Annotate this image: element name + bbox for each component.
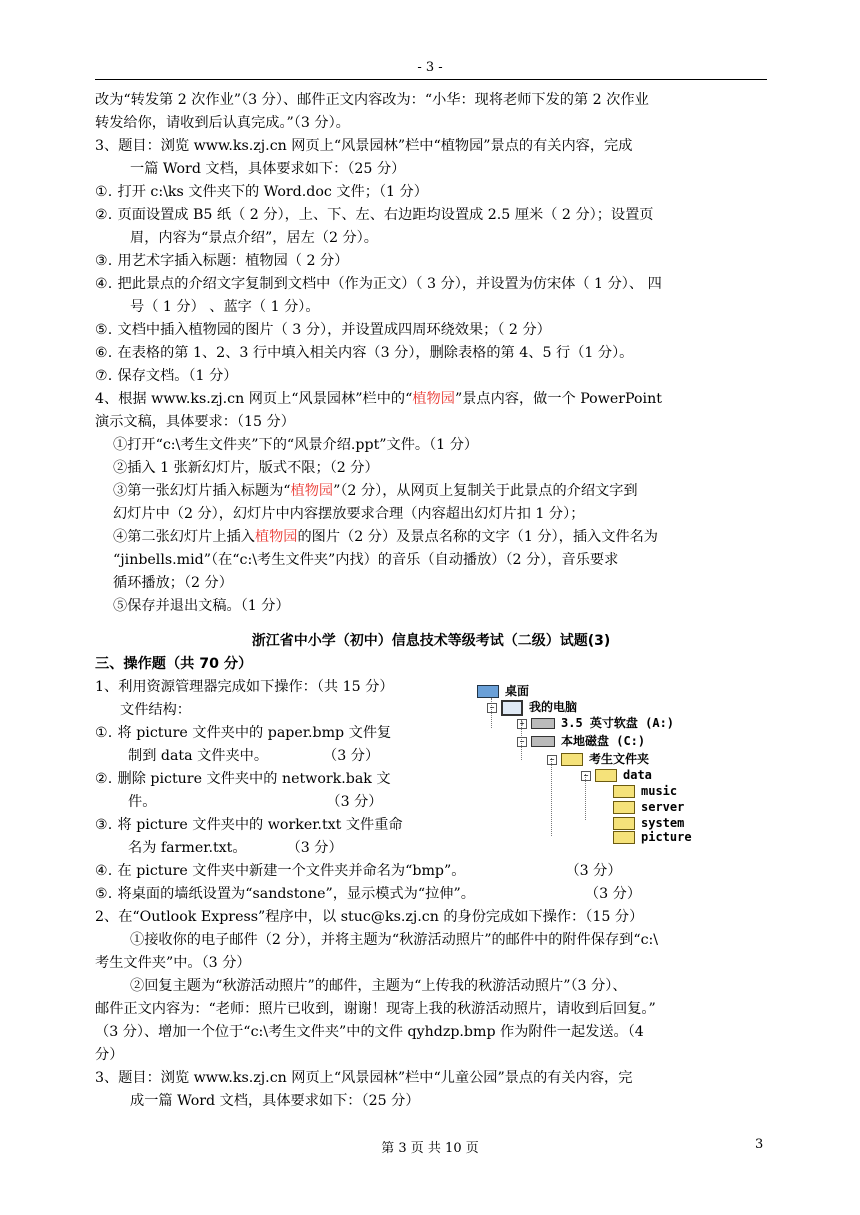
list-item: ⑦. 保存文档。（1 分） — [95, 368, 238, 384]
folder-icon — [561, 753, 583, 766]
ppt-item: ⑤保存并退出文稿。（1 分） — [113, 598, 290, 614]
q1-structure-label: 文件结构： — [120, 702, 191, 718]
q1-item: ②. 删除 picture 文件夹中的 network.bak 文 — [95, 771, 391, 787]
q1-item: ⑤. 将桌面的墙纸设置为“sandstone”，显示模式为“拉伸”。 （3 分） — [95, 886, 642, 902]
q1-item-cont: 件。 （3 分） — [128, 794, 383, 810]
list-item: ①. 打开 c:\ks 文件夹下的 Word.doc 文件；（1 分） — [95, 184, 428, 200]
collapse-box-icon: − — [517, 737, 527, 747]
q3-line: 成一篇 Word 文档，具体要求如下：（25 分） — [130, 1093, 420, 1109]
tree-music: music — [613, 784, 677, 798]
q2-line: 邮件正文内容为：“老师：照片已收到，谢谢！现寄上我的秋游活动照片，请收到后回复。” — [95, 1001, 656, 1017]
tree-data: − data — [581, 768, 652, 782]
folder-icon — [613, 817, 635, 830]
folder-icon — [595, 769, 617, 782]
text-line: 转发给你，请收到后认真完成。”（3 分）。 — [95, 115, 350, 131]
document-body — [95, 89, 767, 1113]
q1-intro: 1、利用资源管理器完成如下操作：（共 15 分） — [95, 679, 394, 695]
tree-system: system — [613, 816, 684, 830]
tree-floppy: + 3.5 英寸软盘 (A:) — [517, 714, 674, 731]
ppt-intro-2: 演示文稿，具体要求：（15 分） — [95, 414, 295, 430]
list-item: ④. 把此景点的介绍文字复制到文档中（作为正文）（ 3 分），并设置为仿宋体（ 1 分）、 四 — [95, 276, 662, 292]
ppt-item-cont: “jinbells.mid”（在“c:\考生文件夹”内找）的音乐（自动播放）（2 分），音乐要求 — [113, 552, 619, 568]
q2-line: 分） — [95, 1047, 124, 1063]
hard-disk-icon — [531, 736, 555, 747]
folder-icon — [613, 785, 635, 798]
ppt-intro: 4、根据 www.ks.zj.cn 网页上“风景园林”栏中的“植物园”景点内容，做一个 PowerPoint — [95, 391, 662, 407]
folder-icon — [613, 831, 635, 844]
list-item: ⑤. 文档中插入植物园的图片（ 3 分），并设置成四周环绕效果；（ 2 分） — [95, 322, 551, 338]
tree-mycomputer: − 我的电脑 — [487, 698, 577, 716]
q1-item: ④. 在 picture 文件夹中新建一个文件夹并命名为“bmp”。 （3 分） — [95, 863, 622, 879]
q1-item-cont: 制到 data 文件夹中。 （3 分） — [128, 748, 380, 764]
tree-picture: picture — [613, 830, 692, 844]
text-line: 一篇 Word 文档，具体要求如下：（25 分） — [130, 161, 406, 177]
folder-icon — [613, 801, 635, 814]
exam-title: 浙江省中小学（初中）信息技术等级考试（二级）试题(3) — [251, 633, 611, 649]
q2-line: ②回复主题为“秋游活动照片”的邮件，主题为“上传我的秋游活动照片”（3 分）、 — [130, 978, 627, 994]
list-item: ②. 页面设置成 B5 纸（ 2 分），上、下、左、右边距均设置成 2.5 厘米（ 2 分）；设置页 — [95, 207, 654, 223]
floppy-drive-icon — [531, 718, 555, 729]
text-line: 3、题目：浏览 www.ks.zj.cn 网页上“风景园林”栏中“植物园”景点的有关内容，完成 — [95, 138, 633, 154]
page-number: 3 — [755, 1137, 764, 1152]
list-item: ⑥. 在表格的第 1、2、3 行中填入相关内容（3 分），删除表格的第 4、5 行（1 分）。 — [95, 345, 634, 361]
q2-line: 考生文件夹”中。（3 分） — [95, 955, 251, 971]
ppt-item-cont: 循环播放；（2 分） — [113, 575, 233, 591]
page-footer: 第 3 页 共 10 页 — [381, 1141, 479, 1156]
list-item-cont: 号（ 1 分） 、蓝字（ 1 分）。 — [130, 299, 320, 315]
q2-line: ①接收你的电子邮件（2 分），并将主题为“秋游活动照片”的邮件中的附件保存到“c:\ — [130, 932, 659, 948]
tree-server: server — [613, 800, 684, 814]
tree-desktop: 桌面 — [477, 682, 529, 699]
list-item-cont: 眉，内容为“景点介绍”，居左（2 分）。 — [130, 230, 378, 246]
folder-tree-image — [475, 682, 765, 842]
ppt-item: ④第二张幻灯片上插入植物园的图片（2 分）及景点名称的文字（1 分），插入文件名为 — [113, 529, 658, 545]
collapse-box-icon: − — [581, 771, 591, 781]
list-item: ③. 用艺术字插入标题：植物园（ 2 分） — [95, 253, 349, 269]
ppt-item-cont: 幻灯片中（2 分），幻灯片中内容摆放要求合理（内容超出幻灯片扣 1 分）； — [113, 506, 585, 522]
collapse-box-icon: − — [547, 755, 557, 765]
q3-line: 3、题目：浏览 www.ks.zj.cn 网页上“风景园林”栏中“儿童公园”景点的有关内容，完 — [95, 1070, 633, 1086]
q2-intro: 2、在“Outlook Express”程序中，以 stuc@ks.zj.cn 的身份完成如下操作：（15 分） — [95, 909, 644, 925]
tree-examfolder: − 考生文件夹 — [547, 750, 649, 767]
q1-item: ①. 将 picture 文件夹中的 paper.bmp 文件复 — [95, 725, 392, 741]
q1-item-cont: 名为 farmer.txt。 （3 分） — [128, 840, 343, 856]
q2-line: （3 分）、增加一个位于“c:\考生文件夹”中的文件 qyhdzp.bmp 作为附件一起发送。（4 — [95, 1024, 644, 1040]
header-rule — [95, 79, 767, 80]
tree-localdisk: − 本地磁盘 (C:) — [517, 732, 645, 749]
ppt-item: ③第一张幻灯片插入标题为“植物园”（2 分），从网页上复制关于此景点的介绍文字到 — [113, 483, 638, 499]
ppt-item: ①打开“c:\考生文件夹”下的“风景介绍.ppt”文件。（1 分） — [113, 437, 479, 453]
ppt-item: ②插入 1 张新幻灯片，版式不限；（2 分） — [113, 460, 379, 476]
collapse-box-icon: − — [487, 703, 497, 713]
desktop-icon — [477, 685, 499, 698]
q1-item: ③. 将 picture 文件夹中的 worker.txt 文件重命 — [95, 817, 403, 833]
expand-box-icon: + — [517, 719, 527, 729]
page-header-number: - 3 - — [417, 60, 443, 75]
text-line: 改为“转发第 2 次作业”（3 分）、邮件正文内容改为：“小华：现将老师下发的第 2 次作业 — [95, 92, 649, 108]
section-title: 三、操作题（共 70 分） — [95, 656, 253, 672]
